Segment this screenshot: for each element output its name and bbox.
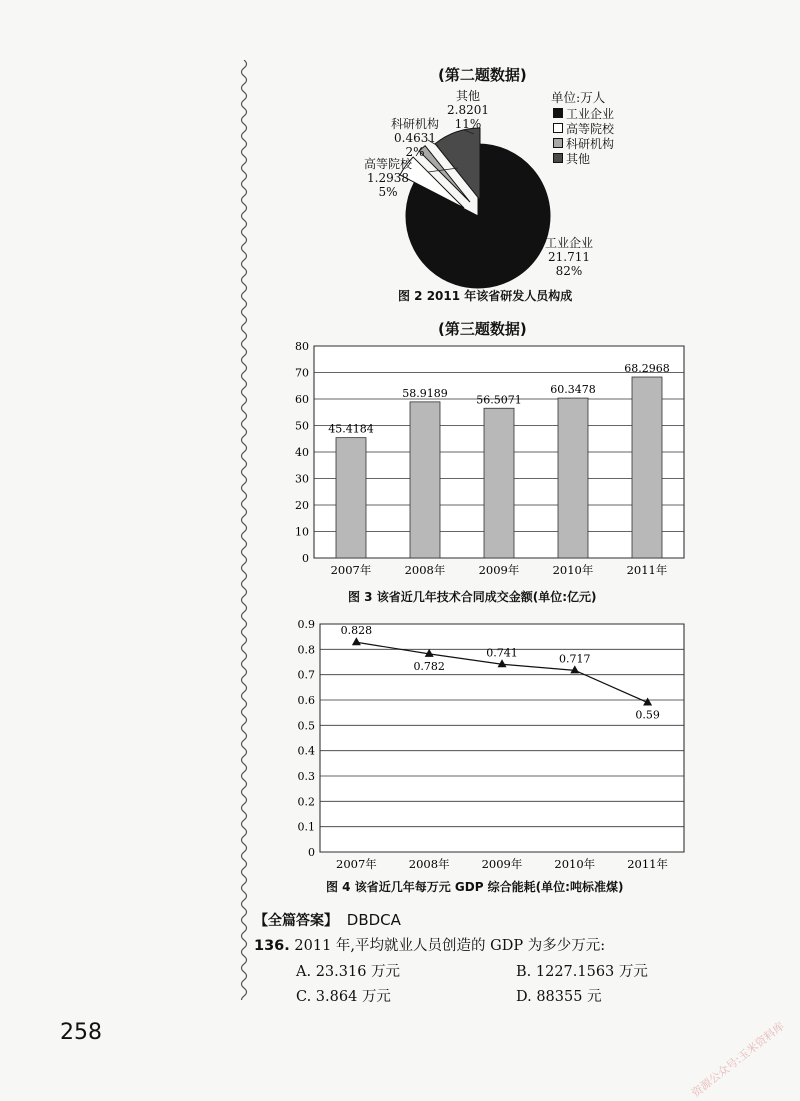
bar-ytick-label: 30 <box>295 472 309 486</box>
legend-swatch <box>553 153 563 163</box>
question-number: 136. <box>254 938 290 954</box>
option-c: C. 3.864 万元 <box>296 989 391 1005</box>
line-ytick-label: 0.5 <box>297 719 315 733</box>
line-ytick-label: 0.9 <box>297 618 315 631</box>
bar-value-label: 45.4184 <box>328 422 374 436</box>
legend-item: 工业企业 <box>553 107 614 122</box>
bar-ytick-label: 0 <box>302 552 309 565</box>
pie-label-research: 科研机构 0.4631 2% <box>390 117 439 159</box>
line-ytick-label: 0.7 <box>297 668 315 682</box>
line-xtick-label: 2008年 <box>408 857 450 871</box>
legend-item: 高等院校 <box>553 122 614 137</box>
line-ytick-label: 0.8 <box>297 643 315 657</box>
pie-section-title: (第二题数据) <box>438 66 527 84</box>
bar-value-label: 56.5071 <box>476 393 522 407</box>
bar <box>410 402 440 558</box>
line-xtick-label: 2007年 <box>336 857 377 871</box>
option-d: D. 88355 元 <box>516 989 602 1005</box>
answer-label: 【全篇答案】 <box>254 913 338 929</box>
pie-label-college: 高等院校 1.2938 5% <box>363 157 412 199</box>
legend-swatch <box>553 123 563 133</box>
bar-value-label: 68.2968 <box>624 362 670 376</box>
pie-label-industry: 工业企业 21.711 82% <box>544 236 593 278</box>
line-xtick-label: 2009年 <box>481 857 523 871</box>
answer-value: DBDCA <box>346 911 401 929</box>
line-value-label: 0.741 <box>486 646 518 660</box>
line-value-label: 0.717 <box>559 652 591 666</box>
legend-swatch <box>553 138 563 148</box>
legend-item: 科研机构 <box>553 137 614 152</box>
line-ytick-label: 0.1 <box>297 820 315 834</box>
line-value-label: 0.782 <box>413 659 445 673</box>
legend-item: 其他 <box>553 152 614 167</box>
line-value-label: 0.59 <box>635 708 660 722</box>
bar-xtick-label: 2011年 <box>626 563 668 577</box>
watermark: 资源公众号:玉米资料库 <box>689 1019 787 1100</box>
bar-xtick-label: 2010年 <box>552 563 594 577</box>
line-xtick-label: 2010年 <box>554 857 596 871</box>
option-a: A. 23.316 万元 <box>296 964 401 980</box>
pie-legend <box>553 107 614 167</box>
question-text: 2011 年,平均就业人员创造的 GDP 为多少万元: <box>294 938 606 954</box>
bar-xtick-label: 2008年 <box>404 563 446 577</box>
line-ytick-label: 0.2 <box>297 795 315 809</box>
option-b: B. 1227.1563 万元 <box>516 964 648 980</box>
bar-value-label: 60.3478 <box>550 383 596 397</box>
pie-unit-label: 单位:万人 <box>551 90 606 105</box>
line-chart <box>280 616 700 872</box>
bar-ytick-label: 70 <box>295 366 309 380</box>
line-xtick-label: 2011年 <box>627 857 668 871</box>
bar <box>558 398 588 558</box>
bar <box>336 438 366 558</box>
bar-ytick-label: 60 <box>295 393 309 406</box>
line-ytick-label: 0.4 <box>297 744 315 758</box>
bar-xtick-label: 2007年 <box>330 563 372 577</box>
bar-chart <box>280 338 700 584</box>
bar <box>484 408 514 558</box>
bar-ytick-label: 50 <box>295 419 309 433</box>
bar-ytick-label: 20 <box>295 499 309 512</box>
line-ytick-label: 0.3 <box>297 770 315 783</box>
wavy-border <box>236 60 252 1000</box>
bar-ytick-label: 80 <box>295 340 309 353</box>
answer-line <box>254 910 401 930</box>
bar-ytick-label: 10 <box>295 525 309 539</box>
line-value-label: 0.828 <box>340 624 373 638</box>
legend-swatch <box>553 108 563 118</box>
bar-section-title: (第三题数据) <box>438 320 527 338</box>
pie-caption: 图 2 2011 年该省研发人员构成 <box>398 289 573 303</box>
pie-label-other: 其他 2.8201 11% <box>447 89 489 131</box>
question-line <box>254 934 605 955</box>
bar-ytick-label: 40 <box>295 446 309 459</box>
line-ytick-label: 0.6 <box>297 694 315 707</box>
bar-xtick-label: 2009年 <box>478 563 520 577</box>
bar <box>632 377 662 558</box>
page-number: 258 <box>60 1020 102 1045</box>
line-ytick-label: 0 <box>308 846 315 859</box>
bar-caption: 图 3 该省近几年技术合同成交金额(单位:亿元) <box>348 590 597 604</box>
line-caption: 图 4 该省近几年每万元 GDP 综合能耗(单位:吨标准煤) <box>326 880 624 894</box>
bar-value-label: 58.9189 <box>402 386 448 400</box>
